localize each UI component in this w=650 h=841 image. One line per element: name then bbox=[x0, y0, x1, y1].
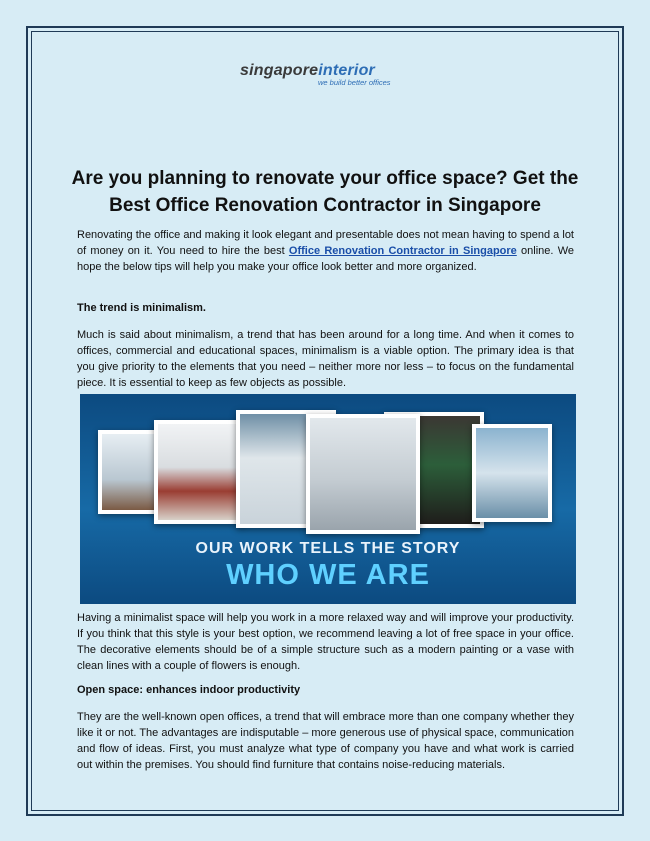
office-photo-center bbox=[306, 414, 420, 534]
banner-subheadline: WHO WE ARE bbox=[226, 559, 430, 591]
office-photo-2 bbox=[154, 420, 246, 524]
banner-headline: OUR WORK TELLS THE STORY bbox=[195, 540, 461, 557]
minimalism-paragraph: Much is said about minimalism, a trend that has been around for a long time. And when it comes to offices, commercial and educational spaces, minimalism is a viable option. The primary idea is that you give priority to the elements that you need – neither more nor less – to focus on the fundamental piece. It is essential to keep as few objects as possible. bbox=[77, 329, 574, 389]
minimalist-space-paragraph: Having a minimalist space will help you work in a more relaxed way and will improve your productivity. If you think that this style is your best option, we recommend leaving a lot of free space in your office. The decorative elements should be of a simple structure such as a modern painting or a vase with clean lines with a couple of flowers is enough. bbox=[77, 612, 574, 672]
logo-tagline: we build better offices bbox=[318, 78, 391, 87]
company-logo bbox=[240, 62, 400, 94]
article-title: Are you planning to renovate your office space? Get the Best Office Renovation Contractor in Singapore bbox=[71, 168, 579, 216]
logo-wordmark-part2: interior bbox=[318, 62, 375, 79]
open-space-paragraph: They are the well-known open offices, a trend that will embrace more than one company whether they like it or not. The advantages are indisputable – more generous use of physical space, communication and flow of ideas. First, you must analyze what type of company you have and what work is carried out within the premises. You should find furniture that contains noise-reducing materials. bbox=[77, 711, 574, 771]
contractor-link[interactable]: Office Renovation Contractor in Singapore bbox=[288, 245, 517, 257]
section-heading-minimalism: The trend is minimalism. bbox=[77, 302, 206, 314]
intro-text-before-link: Renovating the office and making it look elegant and presentable does not mean having to spend a lot of money on it. You need to hire the best bbox=[77, 229, 574, 257]
intro-paragraph bbox=[77, 227, 574, 275]
office-photo-5 bbox=[472, 424, 552, 522]
intro-text-after-link: online. We hope the below tips will help you make your office look better and more organized. bbox=[77, 245, 574, 273]
logo-wordmark-part1: singapore bbox=[240, 62, 319, 79]
section-heading-open-space: Open space: enhances indoor productivity bbox=[77, 684, 301, 696]
portfolio-banner-image bbox=[80, 394, 576, 604]
